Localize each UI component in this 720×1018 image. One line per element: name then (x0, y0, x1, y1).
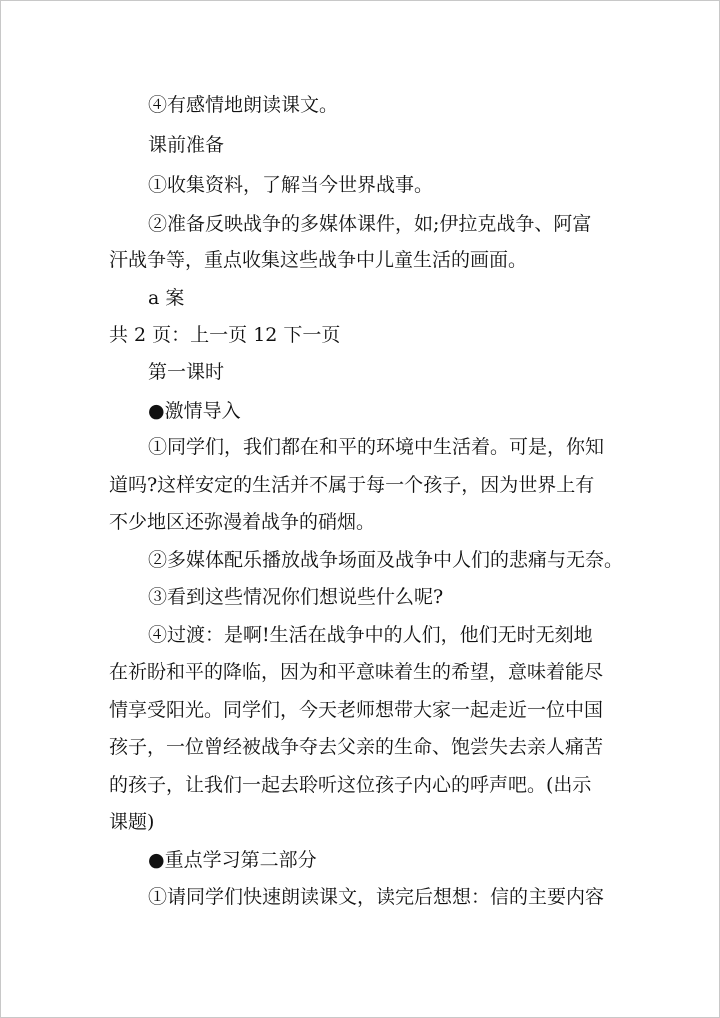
text-line: ①同学们，我们都在和平的环境中生活着。可是，你知 (148, 436, 605, 458)
text-line: ②多媒体配乐播放战争场面及战争中人们的悲痛与无奈。 (148, 549, 624, 571)
text-line: ④过渡：是啊!生活在战争中的人们，他们无时无刻地 (148, 624, 593, 646)
text-line: 的孩子，让我们一起去聆听这位孩子内心的呼声吧。(出示 (109, 774, 592, 796)
text-line: 不少地区还弥漫着战争的硝烟。 (109, 511, 376, 533)
pagination-text: 共 2 页：上一页 12 下一页 (109, 324, 341, 346)
section-heading: ●重点学习第二部分 (148, 849, 317, 871)
text-line: 情享受阳光。同学们，今天老师想带大家一起走近一位中国 (109, 699, 604, 721)
text-line: 孩子，一位曾经被战争夺去父亲的生命、饱尝失去亲人痛苦 (109, 736, 604, 758)
section-heading: ●激情导入 (148, 400, 241, 422)
text-line: ①收集资料，了解当今世界战事。 (148, 174, 434, 196)
text-line: 课题) (109, 811, 155, 833)
text-line: ③看到这些情况你们想说些什么呢? (148, 586, 444, 608)
text-line: ①请同学们快速朗读课文，读完后想想：信的主要内容 (148, 886, 605, 908)
text-line: ②准备反映战争的多媒体课件，如;伊拉克战争、阿富 (148, 213, 592, 235)
text-line: a 案 (148, 287, 185, 309)
text-line: 道吗?这样安定的生活并不属于每一个孩子，因为世界上有 (109, 474, 595, 496)
section-heading: 第一课时 (148, 361, 225, 383)
text-line: 在祈盼和平的降临，因为和平意味着生的希望，意味着能尽 (109, 661, 604, 683)
text-line: 汗战争等，重点收集这些战争中儿童生活的画面。 (109, 249, 528, 271)
text-line: ④有感情地朗读课文。 (148, 94, 339, 116)
section-heading: 课前准备 (148, 134, 225, 156)
